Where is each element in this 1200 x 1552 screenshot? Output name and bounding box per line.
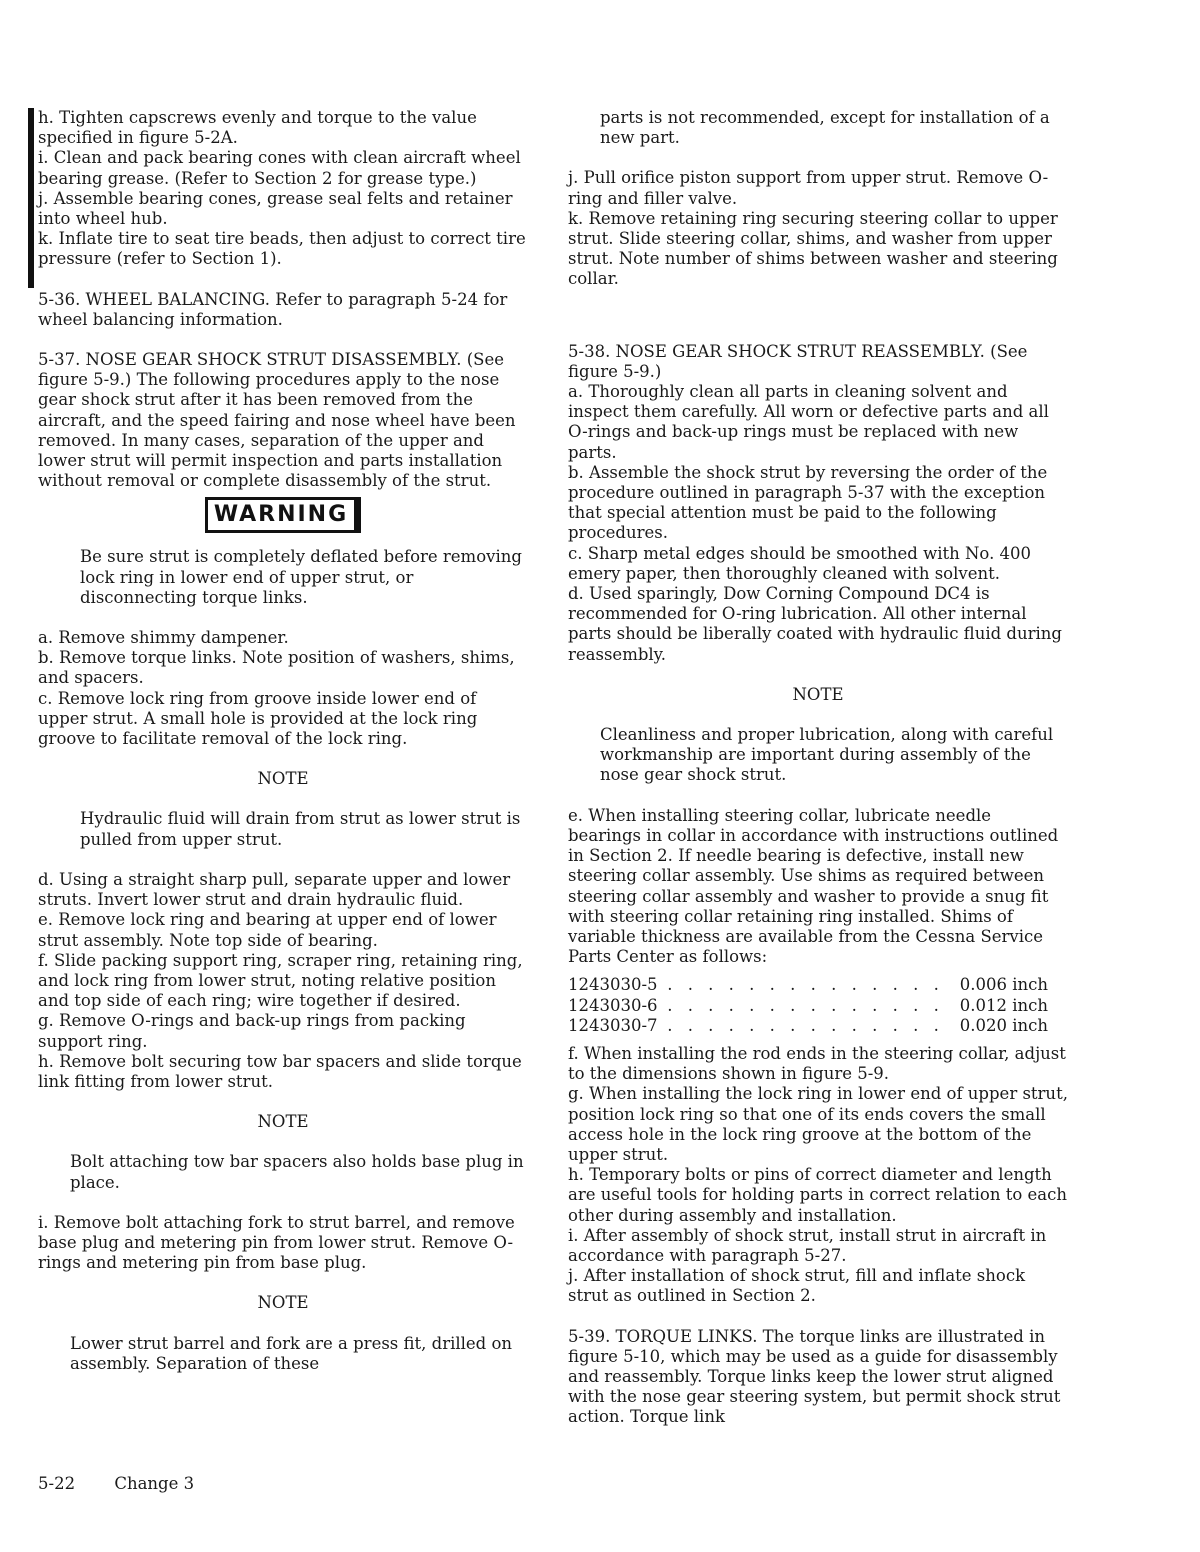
page-footer bbox=[38, 1474, 228, 1493]
reassembly-step-j: j. After installation of shock strut, fill and inflate shock strut as outlined in Section 2. bbox=[568, 1266, 1026, 1306]
reassembly-step-h: h. Temporary bolts or pins of correct diameter and length are useful tools for holding parts in correct relation to each other during assembly and installation. bbox=[568, 1165, 1067, 1225]
disassembly-step-i: i. Remove bolt attaching fork to strut barrel, and remove base plug and metering pin from lower strut. Remove O-rings and metering pin from base plug. bbox=[38, 1212, 515, 1273]
reassembly-step-b: b. Assemble the shock strut by reversing the order of the procedure outlined in paragraph 5-37 with the exception that special attention must be paid to the following procedures. bbox=[568, 462, 1048, 543]
disassembly-step-a: a. Remove shimmy dampener. bbox=[38, 628, 289, 648]
disassembly-step-k: k. Remove retaining ring securing steering collar to upper strut. Slide steering collar, shims, and washer from upper strut. Note number of shims between washer and steering collar. bbox=[568, 208, 1058, 289]
disassembly-step-h: h. Remove bolt securing tow bar spacers and slide torque link fitting from lower strut. bbox=[38, 1051, 522, 1091]
change-bar bbox=[28, 108, 34, 288]
table-row bbox=[568, 1016, 1068, 1036]
reassembly-step-i: i. After assembly of shock strut, install strut in aircraft in accordance with paragraph 5-27. bbox=[568, 1225, 1047, 1265]
change-number: Change 3 bbox=[114, 1474, 195, 1493]
note-text: Bolt attaching tow bar spacers also holds base plug in place. bbox=[70, 1152, 524, 1192]
disassembly-step-g: g. Remove O-rings and back-up rings from packing support ring. bbox=[38, 1011, 466, 1051]
paragraph-5-37: 5-37. NOSE GEAR SHOCK STRUT DISASSEMBLY. (See figure 5-9.) The following procedures apply to the nose gear shock strut after it has been removed from the aircraft, and the speed fairing and nose wheel have been removed. In many cases, separation of the upper and lower strut will permit inspection and parts installation without removal or complete disassembly of the strut. bbox=[38, 350, 516, 491]
leader-dots: . . . . . . . . . . . . . . bbox=[667, 995, 944, 1015]
step-h: h. Tighten capscrews evenly and torque to the value specified in figure 5-2A. bbox=[38, 108, 477, 148]
warning-block bbox=[38, 497, 528, 533]
disassembly-step-d: d. Using a straight sharp pull, separate upper and lower struts. Invert lower strut and drain hydraulic fluid. bbox=[38, 869, 511, 910]
warning-text: Be sure strut is completely deflated before removing lock ring in lower end of upper strut, or disconnecting torque links. bbox=[80, 547, 522, 607]
reassembly-step-c: c. Sharp metal edges should be smoothed with No. 400 emery paper, then thoroughly cleaned with solvent. bbox=[568, 543, 1032, 583]
step-i: i. Clean and pack bearing cones with clean aircraft wheel bearing grease. (Refer to Section 2 for grease type.) bbox=[38, 148, 521, 188]
reassembly-step-g: g. When installing the lock ring in lower end of upper strut, position lock ring so that one of its ends covers the small access hole in the lock ring groove at the bottom of the upper strut. bbox=[568, 1084, 1068, 1164]
paragraph-5-38: 5-38. NOSE GEAR SHOCK STRUT REASSEMBLY. (See figure 5-9.) bbox=[568, 341, 1028, 381]
disassembly-step-f: f. Slide packing support ring, scraper ring, retaining ring, and lock ring from lower strut, noting relative position and top side of each ring; wire together if desired. bbox=[38, 950, 523, 1011]
note-heading: NOTE bbox=[792, 684, 844, 704]
step-k: k. Inflate tire to seat tire beads, then adjust to correct tire pressure (refer to Section 1). bbox=[38, 229, 526, 269]
right-column bbox=[568, 108, 1068, 1428]
reassembly-step-d: d. Used sparingly, Dow Corning Compound DC4 is recommended for O-ring lubrication. All other internal parts should be liberally coated with hydraulic fluid during reassembly. bbox=[568, 584, 1062, 664]
note-heading: NOTE bbox=[257, 1112, 309, 1132]
shim-thickness: 0.006 inch bbox=[959, 975, 1048, 995]
disassembly-step-c: c. Remove lock ring from groove inside lower end of upper strut. A small hole is provided at the lock ring groove to facilitate removal of the lock ring. bbox=[38, 688, 478, 749]
shim-table bbox=[568, 975, 1068, 1036]
disassembly-step-b: b. Remove torque links. Note position of washers, shims, and spacers. bbox=[38, 648, 515, 688]
shim-part-number: 1243030-6 bbox=[568, 995, 658, 1015]
shim-part-number: 1243030-5 bbox=[568, 975, 658, 995]
shim-part-number: 1243030-7 bbox=[568, 1015, 658, 1035]
warning-label: WARNING bbox=[205, 497, 361, 533]
disassembly-step-e: e. Remove lock ring and bearing at upper end of lower strut assembly. Note top side of bearing. bbox=[38, 910, 497, 950]
reassembly-step-f: f. When installing the rod ends in the steering collar, adjust to the dimensions shown in figure 5-9. bbox=[568, 1043, 1066, 1084]
note-text: Cleanliness and proper lubrication, along with careful workmanship are important during assembly of the nose gear shock strut. bbox=[600, 725, 1054, 785]
note-heading: NOTE bbox=[257, 1293, 309, 1313]
shim-thickness: 0.020 inch bbox=[959, 1015, 1048, 1035]
leader-dots: . . . . . . . . . . . . . . bbox=[667, 975, 944, 995]
shim-thickness: 0.012 inch bbox=[959, 995, 1048, 1015]
reassembly-step-a: a. Thoroughly clean all parts in cleaning solvent and inspect them carefully. All worn or defective parts and all O-rings and back-up rings must be replaced with new parts. bbox=[568, 382, 1049, 462]
note-heading: NOTE bbox=[257, 769, 309, 789]
leader-dots: . . . . . . . . . . . . . . bbox=[667, 1015, 944, 1035]
note-text-continued: parts is not recommended, except for installation of a new part. bbox=[600, 108, 1050, 148]
paragraph-5-39: 5-39. TORQUE LINKS. The torque links are illustrated in figure 5-10, which may be used as a guide for disassembly and reassembly. Torque links keep the lower strut aligned with the nose gear steering system, but permit shock strut action. Torque link bbox=[568, 1326, 1061, 1427]
page-number: 5-22 bbox=[38, 1474, 76, 1493]
note-text: Hydraulic fluid will drain from strut as lower strut is pulled from upper strut. bbox=[80, 809, 521, 849]
note-text: Lower strut barrel and fork are a press fit, drilled on assembly. Separation of these bbox=[70, 1333, 513, 1373]
table-row bbox=[568, 996, 1068, 1016]
reassembly-step-e: e. When installing steering collar, lubricate needle bearings in collar in accordance with instructions outlined in Section 2. If needle bearing is defective, install new steering collar assembly. Use shims as required between steering collar assembly and washer to provide a snug fit with steering collar retaining ring installed. Shims of variable thickness are available from the Cessna Service Parts Center as follows: bbox=[568, 805, 1059, 967]
left-column bbox=[38, 108, 528, 1374]
table-row bbox=[568, 975, 1068, 995]
disassembly-step-j: j. Pull orifice piston support from upper strut. Remove O-ring and filler valve. bbox=[568, 168, 1049, 208]
step-j: j. Assemble bearing cones, grease seal felts and retainer into wheel hub. bbox=[38, 188, 513, 229]
paragraph-5-36: 5-36. WHEEL BALANCING. Refer to paragraph 5-24 for wheel balancing information. bbox=[38, 289, 508, 329]
